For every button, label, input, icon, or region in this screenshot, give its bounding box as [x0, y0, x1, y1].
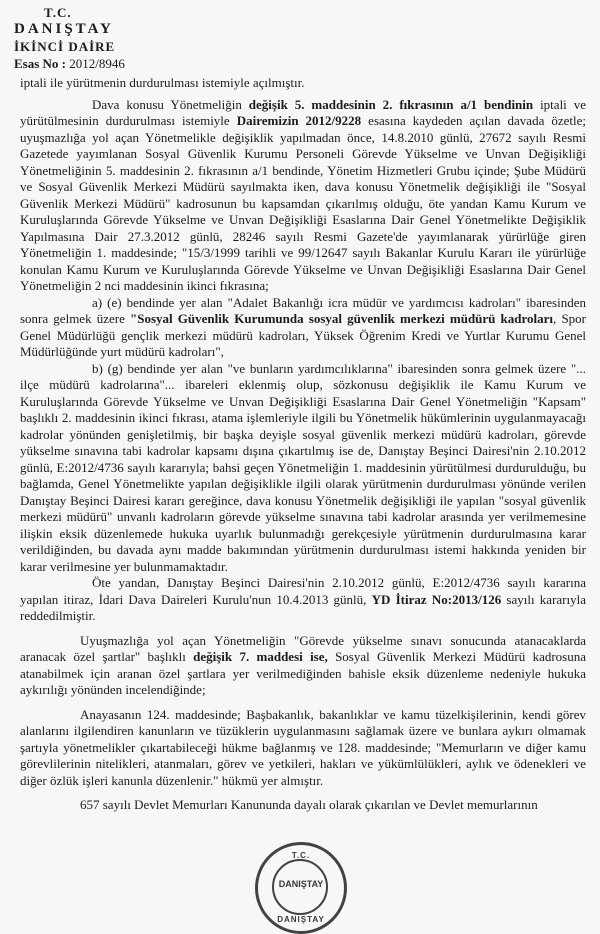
seal-bottom-text: DANIŞTAY — [277, 915, 325, 924]
paragraph-item-b: b) (g) bendinde yer alan "ve bunların yardımcılıklarına" ibaresinden sonra gelmek üzere "... ilçe müdürü kadrolarına"... ibareleri eklenmiş olup, sözkonusu değişiklik ile Kamu Kurum ve Kuruluşlarında Görevde Yükselme ve Unvan Değişikliği Esaslarına Dair Genel Yönetmeliğin "Kapsam" başlıklı 2. maddesinin ikinci fıkrası, atama işlemleriyle ilgili bu Yönetmelik hükümlerinin uygulanmayacağı kadrolar yönünden genişletilmiş, bir başka deyişle sosyal güvenlik merkezi müdürü kadroları, görevde yükselme sınavına tabi kadrolar kapsamı dışına çıkartılmış ise de, Danıştay Beşinci Dairesi'nin 2.10.2012 günlü, E:2012/4736 sayılı kararıyla; bahsi geçen Yönetmeliğin 1. maddesinin yürütülmesi durdurulduğu, bu bağlamda, Genel Yönetmelikte yapılan değişiklikle ilgili olarak yürütmenin durdurulması yönünde verilen Danıştay Beşinci Dairesi kararı gereğince, dava konusu Yönetmelik değişikliği ile yapılan "sosyal güvenlik merkezi müdürü" unvanlı kadroların görevde yükselme sınavına tabi kadrolar arasında yer verilmemesine ilişkin eksik düzenlemede hukuka uyarlık bulunmadığı gerekçesiyle yürütmenin durdurulmasına karar verildiğinden, bu davada aynı madde bakımından yürütmenin durdurulması istemi hakkında yeniden bir karar verilmesine yer bulunmamaktadır. — [20, 360, 586, 574]
header-esas — [14, 55, 125, 72]
esas-number: 2012/8946 — [69, 56, 125, 71]
seal-middle-text: DANIŞTAY — [278, 879, 324, 889]
document-body — [20, 75, 586, 814]
paragraph-657: 657 sayılı Devlet Memurları Kanununda dayalı olarak çıkarılan ve Devlet memurlarının — [80, 797, 538, 812]
paragraph-ote-yandan: Öte yandan, Danıştay Beşinci Dairesi'nin 2.10.2012 günlü, E:2012/4736 sayılı kararına yapılan itiraz, İdari Dava Daireleri Kurulu'nun 10.4.2013 günlü, YD İtiraz No:2013/126 sayılı kararıyla reddedilmiştir. — [20, 575, 586, 623]
header-chamber: İKİNCİ DAİRE — [14, 39, 116, 54]
official-seal-stamp — [255, 842, 347, 934]
esas-label: Esas No : — [14, 56, 67, 71]
paragraph-item-a: a) (e) bendinde yer alan "Adalet Bakanlığı icra müdür ve yardımcısı kadroları" ibaresinden sonra gelmek üzere "Sosyal Güvenlik Kurumunda sosyal güvenlik merkezi müdürü kadroları, Spor Genel Müdürlüğü gençlik merkezi müdürü kadroları, Yüksek Öğrenim Kredi ve Yurtlar Kurumu Genel Müdürlüğünde yurt müdürü kadroları", — [20, 294, 587, 359]
header-tc: T.C. — [44, 5, 72, 20]
intro-line: iptali ile yürütmenin durdurulması istemiyle açılmıştır. — [20, 75, 305, 90]
seal-top-text: T.C. — [291, 851, 311, 860]
paragraph-uyusmazlik: Uyuşmazlığa yol açan Yönetmeliğin "Görevde yükselme sınavı sonucunda atanacaklarda aranacak özel şartlar" başlıklı değişik 7. maddesi ise, Sosyal Güvenlik Merkezi Müdürü kadrosuna atanabilmek için aranan özel şartlara yer verilmediğinden bahisle eksik düzenleme nedeniyle hukuka aykırılığı yönünden incelendiğinde; — [20, 632, 586, 697]
document-header — [14, 4, 125, 72]
header-court: DANIŞTAY — [14, 21, 114, 37]
paragraph-dava-konusu: Dava konusu Yönetmeliğin değişik 5. maddesinin 2. fıkrasının a/1 bendinin iptali ve yürütülmesinin durdurulması istemiyle Dairemizin 2012/9228 esasına kaydeden açılan davada özetle; uyuşmazlığa yol açan Yönetmelikle değişiklik yapılmadan önce, 14.8.2010 günlü, 27672 sayılı Resmi Gazetede yayımlanan Sosyal Güvenlik Kurumu Personeli Görevde Yükselme ve Unvan Değişikliği Yönetmeliğinin 5. maddesinin 2. fıkrasının a/1 bendinde, Yönetim Hizmetleri Grubu içinde; Şube Müdürü ve Sosyal Güvenlik Merkezi Müdürü sayılmakta iken, dava konusu Yönetmelik değişikliği ile "Sosyal Güvenlik Merkezi Müdürü" kadrosunun bu kapsamdan çıkarılmış olduğu, öte yandan Kamu Kurum ve Kuruluşlarında Görevde Yükselme ve Unvan Değişikliği Esaslarına Dair Genel Yönetmelikte Değişiklik Yapılmasına Dair 27.3.2012 günlü, 28246 sayılı Resmi Gazete'de yayımlanarak yürürlüğe giren Yönetmeliğin 1. maddesinde; "15/3/1999 tarihli ve 99/12647 sayılı Bakanlar Kurulu Kararı ile yürürlüğe konulan Kamu Kurum ve Kuruluşlarında Görevde Yükselme ve Unvan Değişikliği Esaslarına Dair Genel Yönetmeliğin 2 nci maddesinin ikinci fıkrasına; — [20, 96, 586, 293]
paragraph-anayasa: Anayasanın 124. maddesinde; Başbakanlık, bakanlıklar ve kamu tüzelkişilerinin, kendi görev alanlarını ilgilendiren kanunların ve tüzüklerin uygulanmasını sağlamak üzere ve bunlara aykırı olmamak şartıyla yönetmelikler çıkartabileceği hükme bağlanmış ve 128. maddesinde; "Memurların ve diğer kamu görevlilerinin nitelikleri, atanmaları, görev ve yetkileri, hakları ve yükümlülükleri, aylık ve ödenekleri ve diğer özlük işleri kanunla düzenlenir." hükmü yer almıştır. — [20, 706, 586, 788]
